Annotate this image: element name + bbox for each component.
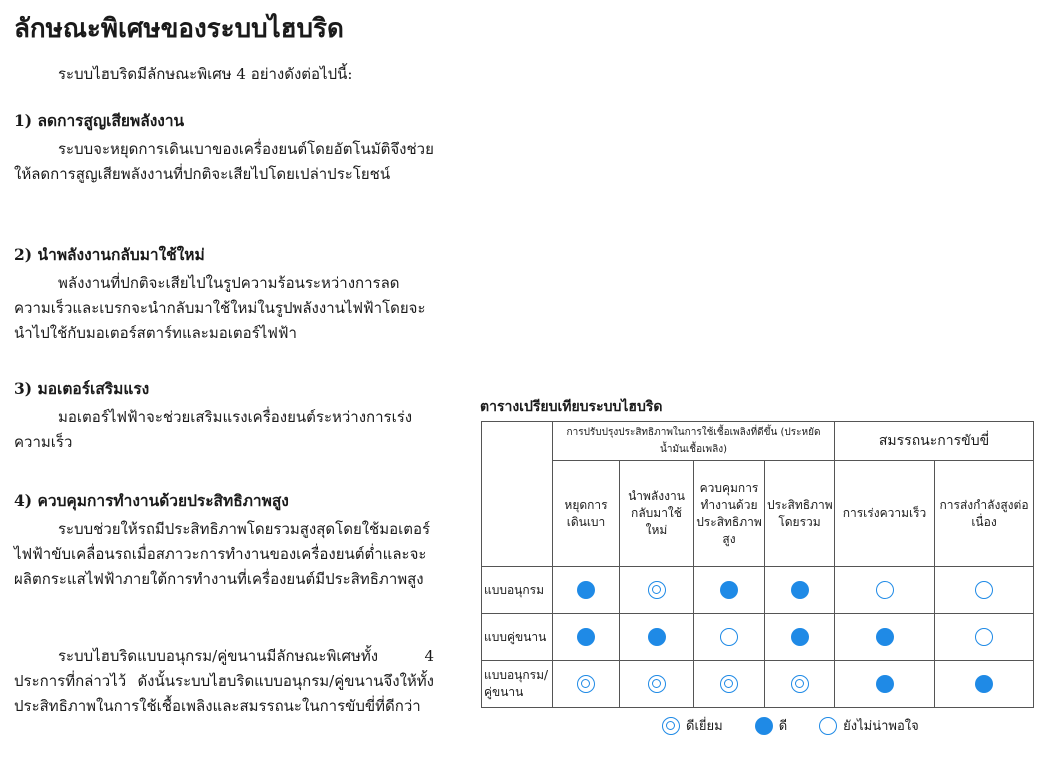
excellent-rating-icon — [720, 675, 738, 693]
row-label: แบบอนุกรม — [482, 567, 553, 614]
good-rating-icon — [648, 628, 666, 646]
legend — [662, 715, 945, 736]
table-row — [482, 567, 1034, 614]
corner-cell — [482, 422, 553, 567]
section-heading: 3) มอเตอร์เสริมแรง — [14, 379, 150, 398]
table-row — [482, 661, 1034, 708]
excellent-rating-icon — [791, 675, 809, 693]
legend-excellent — [662, 715, 723, 736]
excellent-rating-icon — [577, 675, 595, 693]
good-rating-icon — [975, 675, 993, 693]
driving-performance-group-header: สมรรถนะการขับขี่ — [835, 422, 1034, 461]
legend-label: ยังไม่น่าพอใจ — [843, 719, 919, 734]
column-header: การส่งกำลังสูงต่อเนื่อง — [935, 461, 1034, 567]
poor-rating-icon — [720, 628, 738, 646]
section-2 — [14, 242, 434, 346]
legend-good — [755, 715, 787, 736]
good-rating-icon — [791, 628, 809, 646]
section-1 — [14, 108, 434, 187]
section-text: ระบบช่วยให้รถมีประสิทธิภาพโดยรวมสูงสุดโดยใช้มอเตอร์ไฟฟ้าขับเคลื่อนรถเมื่อสภาวะการทำงานของเครื่องยนต์ต่ำและจะผลิตกระแสไฟฟ้าภายใต้การทำงานที่เครื่องยนต์มีประสิทธิภาพสูง — [14, 520, 431, 588]
poor-rating-icon — [975, 628, 993, 646]
good-rating-icon — [577, 581, 595, 599]
section-3 — [14, 376, 434, 455]
poor-symbol-icon — [819, 717, 837, 735]
good-rating-icon — [720, 581, 738, 599]
column-header: ประสิทธิภาพโดยรวม — [765, 461, 835, 567]
section-heading: 4) ควบคุมการทำงานด้วยประสิทธิภาพสูง — [14, 491, 289, 510]
good-rating-icon — [791, 581, 809, 599]
section-text: พลังงานที่ปกติจะเสียไปในรูปความร้อนระหว่างการลดความเร็วและเบรกจะนำกลับมาใช้ใหม่ในรูปพลังงานไฟฟ้าโดยจะนำไปใช้กับมอเตอร์สตาร์ทและมอเตอร์ไฟฟ้า — [14, 274, 426, 342]
section-text: ระบบจะหยุดการเดินเบาของเครื่องยนต์โดยอัตโนมัติจึงช่วยให้ลดการสูญเสียพลังงานที่ปกติจะเสียไปโดยเปล่าประโยชน์ — [14, 140, 434, 183]
column-header: หยุดการเดินเบา — [553, 461, 620, 567]
excellent-rating-icon — [648, 581, 666, 599]
section-heading: 1) ลดการสูญเสียพลังงาน — [14, 111, 185, 130]
column-header: การเร่งความเร็ว — [835, 461, 935, 567]
page-title: ลักษณะพิเศษของระบบไฮบริด — [14, 14, 344, 44]
table-row — [482, 614, 1034, 661]
good-rating-icon — [577, 628, 595, 646]
excellent-rating-icon — [648, 675, 666, 693]
row-label: แบบคู่ขนาน — [482, 614, 553, 661]
intro-text: ระบบไฮบริดมีลักษณะพิเศษ 4 อย่างดังต่อไปนี้: — [58, 65, 353, 83]
good-rating-icon — [876, 675, 894, 693]
comparison-table — [481, 421, 1034, 708]
section-4 — [14, 488, 434, 592]
poor-rating-icon — [975, 581, 993, 599]
section-heading: 2) นำพลังงานกลับมาใช้ใหม่ — [14, 245, 205, 264]
good-rating-icon — [876, 628, 894, 646]
legend-label: ดีเยี่ยม — [686, 719, 723, 734]
excellent-symbol-icon — [662, 717, 680, 735]
good-symbol-icon — [755, 717, 773, 735]
table-title: ตารางเปรียบเทียบระบบไฮบริด — [480, 399, 663, 415]
legend-poor — [819, 715, 919, 736]
legend-label: ดี — [778, 719, 788, 734]
row-label: แบบอนุกรม/คู่ขนาน — [482, 661, 553, 708]
column-header: ควบคุมการทำงานด้วยประสิทธิภาพสูง — [694, 461, 765, 567]
column-header: นำพลังงานกลับมาใช้ใหม่ — [620, 461, 694, 567]
fuel-efficiency-group-header: การปรับปรุงประสิทธิภาพในการใช้เชื้อเพลิงที่ดีขึ้น (ประหยัดน้ำมันเชื้อเพลิง) — [553, 422, 835, 461]
closing-block — [14, 644, 434, 719]
closing-text: ระบบไฮบริดแบบอนุกรม/คู่ขนานมีลักษณะพิเศษทั้ง 4 ประการที่กล่าวไว้ ดังนั้นระบบไฮบริดแบบอนุกรม/คู่ขนานจึงให้ทั้งประสิทธิภาพในการใช้เชื้อเพลิงและสมรรถนะในการขับขี่ที่ดีกว่า — [14, 647, 434, 715]
poor-rating-icon — [876, 581, 894, 599]
section-text: มอเตอร์ไฟฟ้าจะช่วยเสริมแรงเครื่องยนต์ระหว่างการเร่งความเร็ว — [14, 408, 413, 451]
